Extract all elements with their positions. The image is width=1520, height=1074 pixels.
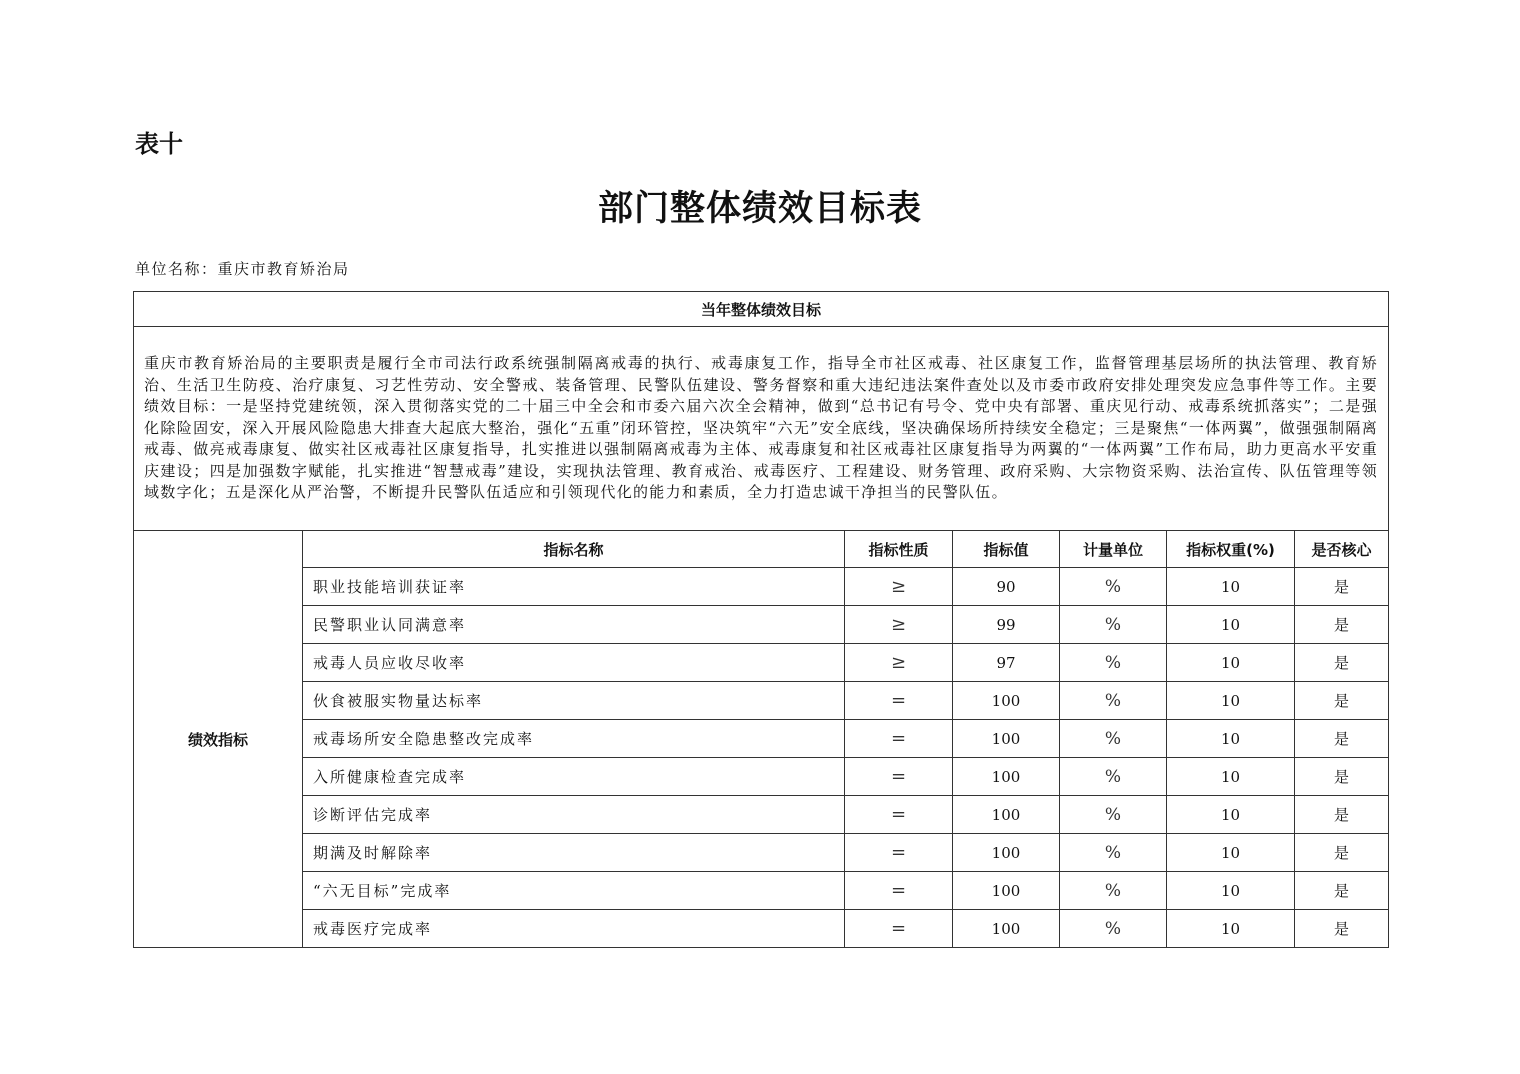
performance-table-body (134, 292, 1389, 948)
goal-text: 重庆市教育矫治局的主要职责是履行全市司法行政系统强制隔离戒毒的执行、戒毒康复工作，指导全市社区戒毒、社区康复工作，监督管理基层场所的执法管理、教育矫治、生活卫生防疫、治疗康复、习艺性劳动、安全警戒、装备管理、民警队伍建设、警务督察和重大违纪违法案件查处以及市委市政府安排处理突发应急事件等工作。主要绩效目标：一是坚持党建统领，深入贯彻落实党的二十届三中全会和市委六届六次全会精神，做到“总书记有号令、党中央有部署、重庆见行动、戒毒系统抓落实”；二是强化除险固安，深入开展风险隐患大排查大起底大整治，强化“五重”闭环管控，坚决筑牢“六无”安全底线，坚决确保场所持续安全稳定；三是聚焦“一体两翼”，做强强制隔离戒毒、做亮戒毒康复、做实社区戒毒社区康复指导，扎实推进以强制隔离戒毒为主体、戒毒康复和社区戒毒社区康复指导为两翼的“一体两翼”工作布局，助力更高水平安重庆建设；四是加强数字赋能，扎实推进“智慧戒毒”建设，实现执法管理、教育戒治、戒毒医疗、工程建设、财务管理、政府采购、大宗物资采购、法治宣传、队伍管理等领域数字化；五是深化从严治警，不断提升民警队伍适应和引领现代化的能力和素质，全力打造忠诚干净担当的民警队伍。 (134, 327, 1389, 531)
indicator-name: 戒毒人员应收尽收率 (303, 644, 845, 682)
indicator-nature: ≥ (845, 606, 953, 644)
document-title: 部门整体绩效目标表 (597, 188, 922, 229)
indicator-weight: 10 (1167, 758, 1295, 796)
indicator-core: 是 (1295, 910, 1389, 948)
indicator-core: 是 (1295, 796, 1389, 834)
unit-name-line: 单位名称：重庆市教育矫治局 (135, 260, 350, 278)
indicator-name: 戒毒场所安全隐患整改完成率 (303, 720, 845, 758)
indicator-value: 100 (953, 720, 1060, 758)
indicator-unit: % (1060, 758, 1167, 796)
indicator-weight: 10 (1167, 796, 1295, 834)
indicator-weight: 10 (1167, 910, 1295, 948)
indicator-value: 100 (953, 758, 1060, 796)
indicator-core: 是 (1295, 758, 1389, 796)
indicator-unit: % (1060, 568, 1167, 606)
indicator-name: 戒毒医疗完成率 (303, 910, 845, 948)
indicator-value: 100 (953, 796, 1060, 834)
column-header-unit: 计量单位 (1060, 531, 1167, 568)
table-row (134, 796, 1389, 834)
indicator-core: 是 (1295, 720, 1389, 758)
column-header-name: 指标名称 (303, 531, 845, 568)
indicator-weight: 10 (1167, 682, 1295, 720)
indicator-nature: ≥ (845, 568, 953, 606)
indicator-weight: 10 (1167, 606, 1295, 644)
indicator-weight: 10 (1167, 644, 1295, 682)
table-row (134, 758, 1389, 796)
indicator-weight: 10 (1167, 834, 1295, 872)
table-row (134, 682, 1389, 720)
table-row (134, 644, 1389, 682)
indicator-value: 100 (953, 834, 1060, 872)
indicator-core: 是 (1295, 682, 1389, 720)
column-header-weight: 指标权重(%) (1167, 531, 1295, 568)
indicator-core: 是 (1295, 872, 1389, 910)
indicator-name: 伙食被服实物量达标率 (303, 682, 845, 720)
indicator-name: 期满及时解除率 (303, 834, 845, 872)
indicator-header-row (134, 531, 1389, 568)
indicator-nature: = (845, 910, 953, 948)
table-row (134, 568, 1389, 606)
indicator-nature: = (845, 720, 953, 758)
performance-table (133, 291, 1389, 948)
table-row (134, 910, 1389, 948)
indicator-value: 100 (953, 682, 1060, 720)
indicator-name: 入所健康检查完成率 (303, 758, 845, 796)
indicator-name: “六无目标”完成率 (303, 872, 845, 910)
indicator-unit: % (1060, 606, 1167, 644)
indicator-unit: % (1060, 682, 1167, 720)
table-number: 表十 (135, 130, 183, 158)
indicator-unit: % (1060, 720, 1167, 758)
indicator-nature: = (845, 758, 953, 796)
indicator-value: 100 (953, 872, 1060, 910)
table-row (134, 834, 1389, 872)
indicator-unit: % (1060, 644, 1167, 682)
indicator-name: 职业技能培训获证率 (303, 568, 845, 606)
column-header-value: 指标值 (953, 531, 1060, 568)
indicator-nature: ≥ (845, 644, 953, 682)
indicator-value: 99 (953, 606, 1060, 644)
table-row (134, 606, 1389, 644)
column-header-core: 是否核心 (1295, 531, 1389, 568)
indicator-name: 诊断评估完成率 (303, 796, 845, 834)
indicator-core: 是 (1295, 644, 1389, 682)
indicator-weight: 10 (1167, 720, 1295, 758)
indicator-value: 97 (953, 644, 1060, 682)
indicator-core: 是 (1295, 568, 1389, 606)
indicator-core: 是 (1295, 834, 1389, 872)
indicator-unit: % (1060, 834, 1167, 872)
goal-header-row (134, 292, 1389, 327)
indicator-name: 民警职业认同满意率 (303, 606, 845, 644)
goal-text-row (134, 327, 1389, 531)
indicator-nature: = (845, 834, 953, 872)
indicator-value: 90 (953, 568, 1060, 606)
goal-header: 当年整体绩效目标 (134, 292, 1389, 327)
indicator-unit: % (1060, 872, 1167, 910)
column-header-nature: 指标性质 (845, 531, 953, 568)
indicator-unit: % (1060, 910, 1167, 948)
indicator-nature: = (845, 872, 953, 910)
table-row (134, 720, 1389, 758)
table-row (134, 872, 1389, 910)
indicator-side-label: 绩效指标 (134, 531, 303, 948)
indicator-nature: = (845, 796, 953, 834)
indicator-core: 是 (1295, 606, 1389, 644)
indicator-value: 100 (953, 910, 1060, 948)
indicator-weight: 10 (1167, 568, 1295, 606)
indicator-weight: 10 (1167, 872, 1295, 910)
indicator-unit: % (1060, 796, 1167, 834)
indicator-nature: = (845, 682, 953, 720)
